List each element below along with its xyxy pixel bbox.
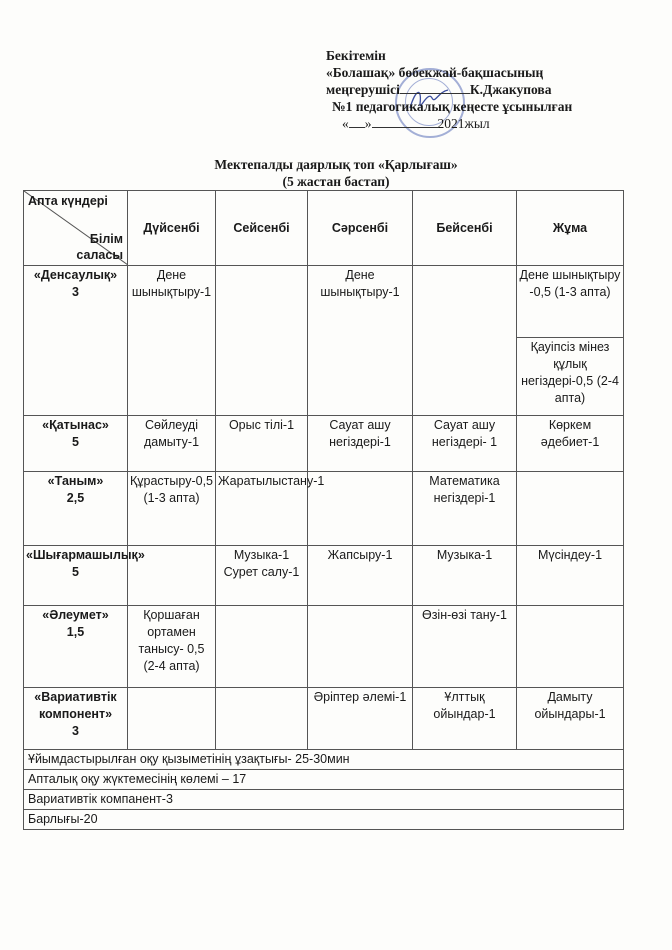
table-row: [24, 688, 624, 750]
footer-row: [24, 790, 624, 810]
lesson-cell: Әріптер әлемі-1: [308, 688, 413, 750]
approval-line-1: Бекітемін: [326, 48, 386, 63]
approval-date-line: « » 2021жыл: [342, 116, 490, 131]
lesson-cell: Дене шынықтыру -0,5 (1-3 апта): [517, 266, 624, 338]
lesson-cell: Сөйлеуді дамыту-1: [128, 416, 216, 472]
table-row: [24, 472, 624, 546]
lesson-cell: Жаратылыстану-1: [216, 472, 308, 546]
lesson-cell: [517, 606, 624, 688]
area-cell: «Әлеумет» 1,5: [24, 606, 128, 688]
lesson-cell: Сауат ашу негіздері-1: [308, 416, 413, 472]
lesson-cell: [216, 266, 308, 416]
footer-cell: Барлығы-20: [24, 810, 624, 830]
approval-line-2: «Болашақ» бөбекжай-бақшасының: [326, 65, 544, 80]
footer-row: [24, 810, 624, 830]
day-header: Сейсенбі: [216, 191, 308, 266]
lesson-cell: Қауіпсіз мінез құлық негіздері-0,5 (2-4 апта): [517, 338, 624, 416]
footer-cell: Апталық оқу жүктемесінің көлемі – 17: [24, 770, 624, 790]
corner-bottom-label: Білім саласы: [76, 232, 123, 262]
lesson-cell: Сауат ашу негіздері- 1: [413, 416, 517, 472]
lesson-cell: Жапсыру-1: [308, 546, 413, 606]
footer-row: [24, 750, 624, 770]
corner-top-label: Апта күндері: [28, 194, 108, 208]
lesson-cell: [308, 606, 413, 688]
schedule-table: [23, 190, 624, 830]
lesson-cell: Мүсіндеу-1: [517, 546, 624, 606]
footer-cell: Ұйымдастырылған оқу қызыметінің ұзақтығы- 25-30мин: [24, 750, 624, 770]
approval-line-4: №1 педагогикалық кеңесте ұсынылған: [332, 99, 573, 114]
area-cell: «Денсаулық» 3: [24, 266, 128, 416]
lesson-cell: Құрастыру-0,5 (1-3 апта): [128, 472, 216, 546]
lesson-cell: Көркем әдебиет-1: [517, 416, 624, 472]
lesson-cell: Дене шынықтыру-1: [128, 266, 216, 416]
table-row: [24, 606, 624, 688]
table-row: [24, 546, 624, 606]
document-title: Мектепалды даярлық топ «Қарлығаш»: [214, 157, 458, 172]
footer-row: [24, 770, 624, 790]
area-cell: «Шығармашылық» 5: [24, 546, 128, 606]
footer-cell: Вариативтік компанент-3: [24, 790, 624, 810]
lesson-cell: [128, 688, 216, 750]
lesson-cell: Музыка-1: [413, 546, 517, 606]
lesson-cell: Өзін-өзі тану-1: [413, 606, 517, 688]
day-header: Бейсенбі: [413, 191, 517, 266]
approval-line-3: меңгерушісі К.Джакупова: [326, 82, 552, 97]
lesson-cell: Математика негіздері-1: [413, 472, 517, 546]
area-cell: «Таным» 2,5: [24, 472, 128, 546]
lesson-cell: [413, 266, 517, 416]
lesson-cell: Дене шынықтыру-1: [308, 266, 413, 416]
corner-header: [24, 191, 128, 266]
day-header: Дүйсенбі: [128, 191, 216, 266]
day-header: Жұма: [517, 191, 624, 266]
lesson-cell: Орыс тілі-1: [216, 416, 308, 472]
area-cell: «Қатынас» 5: [24, 416, 128, 472]
lesson-cell: Ұлттық ойындар-1: [413, 688, 517, 750]
table-row: [24, 416, 624, 472]
lesson-cell: [216, 606, 308, 688]
lesson-cell: Музыка-1 Сурет салу-1: [216, 546, 308, 606]
lesson-cell: Дамыту ойындары-1: [517, 688, 624, 750]
area-cell: «Вариативтік компонент» 3: [24, 688, 128, 750]
day-header: Сәрсенбі: [308, 191, 413, 266]
table-row: [24, 266, 624, 338]
document-subtitle: (5 жастан бастап): [282, 174, 390, 189]
lesson-cell: [517, 472, 624, 546]
lesson-cell: Қоршаған ортамен танысу- 0,5 (2-4 апта): [128, 606, 216, 688]
header-row: [24, 191, 624, 266]
approval-block: [326, 47, 646, 132]
lesson-cell: [216, 688, 308, 750]
